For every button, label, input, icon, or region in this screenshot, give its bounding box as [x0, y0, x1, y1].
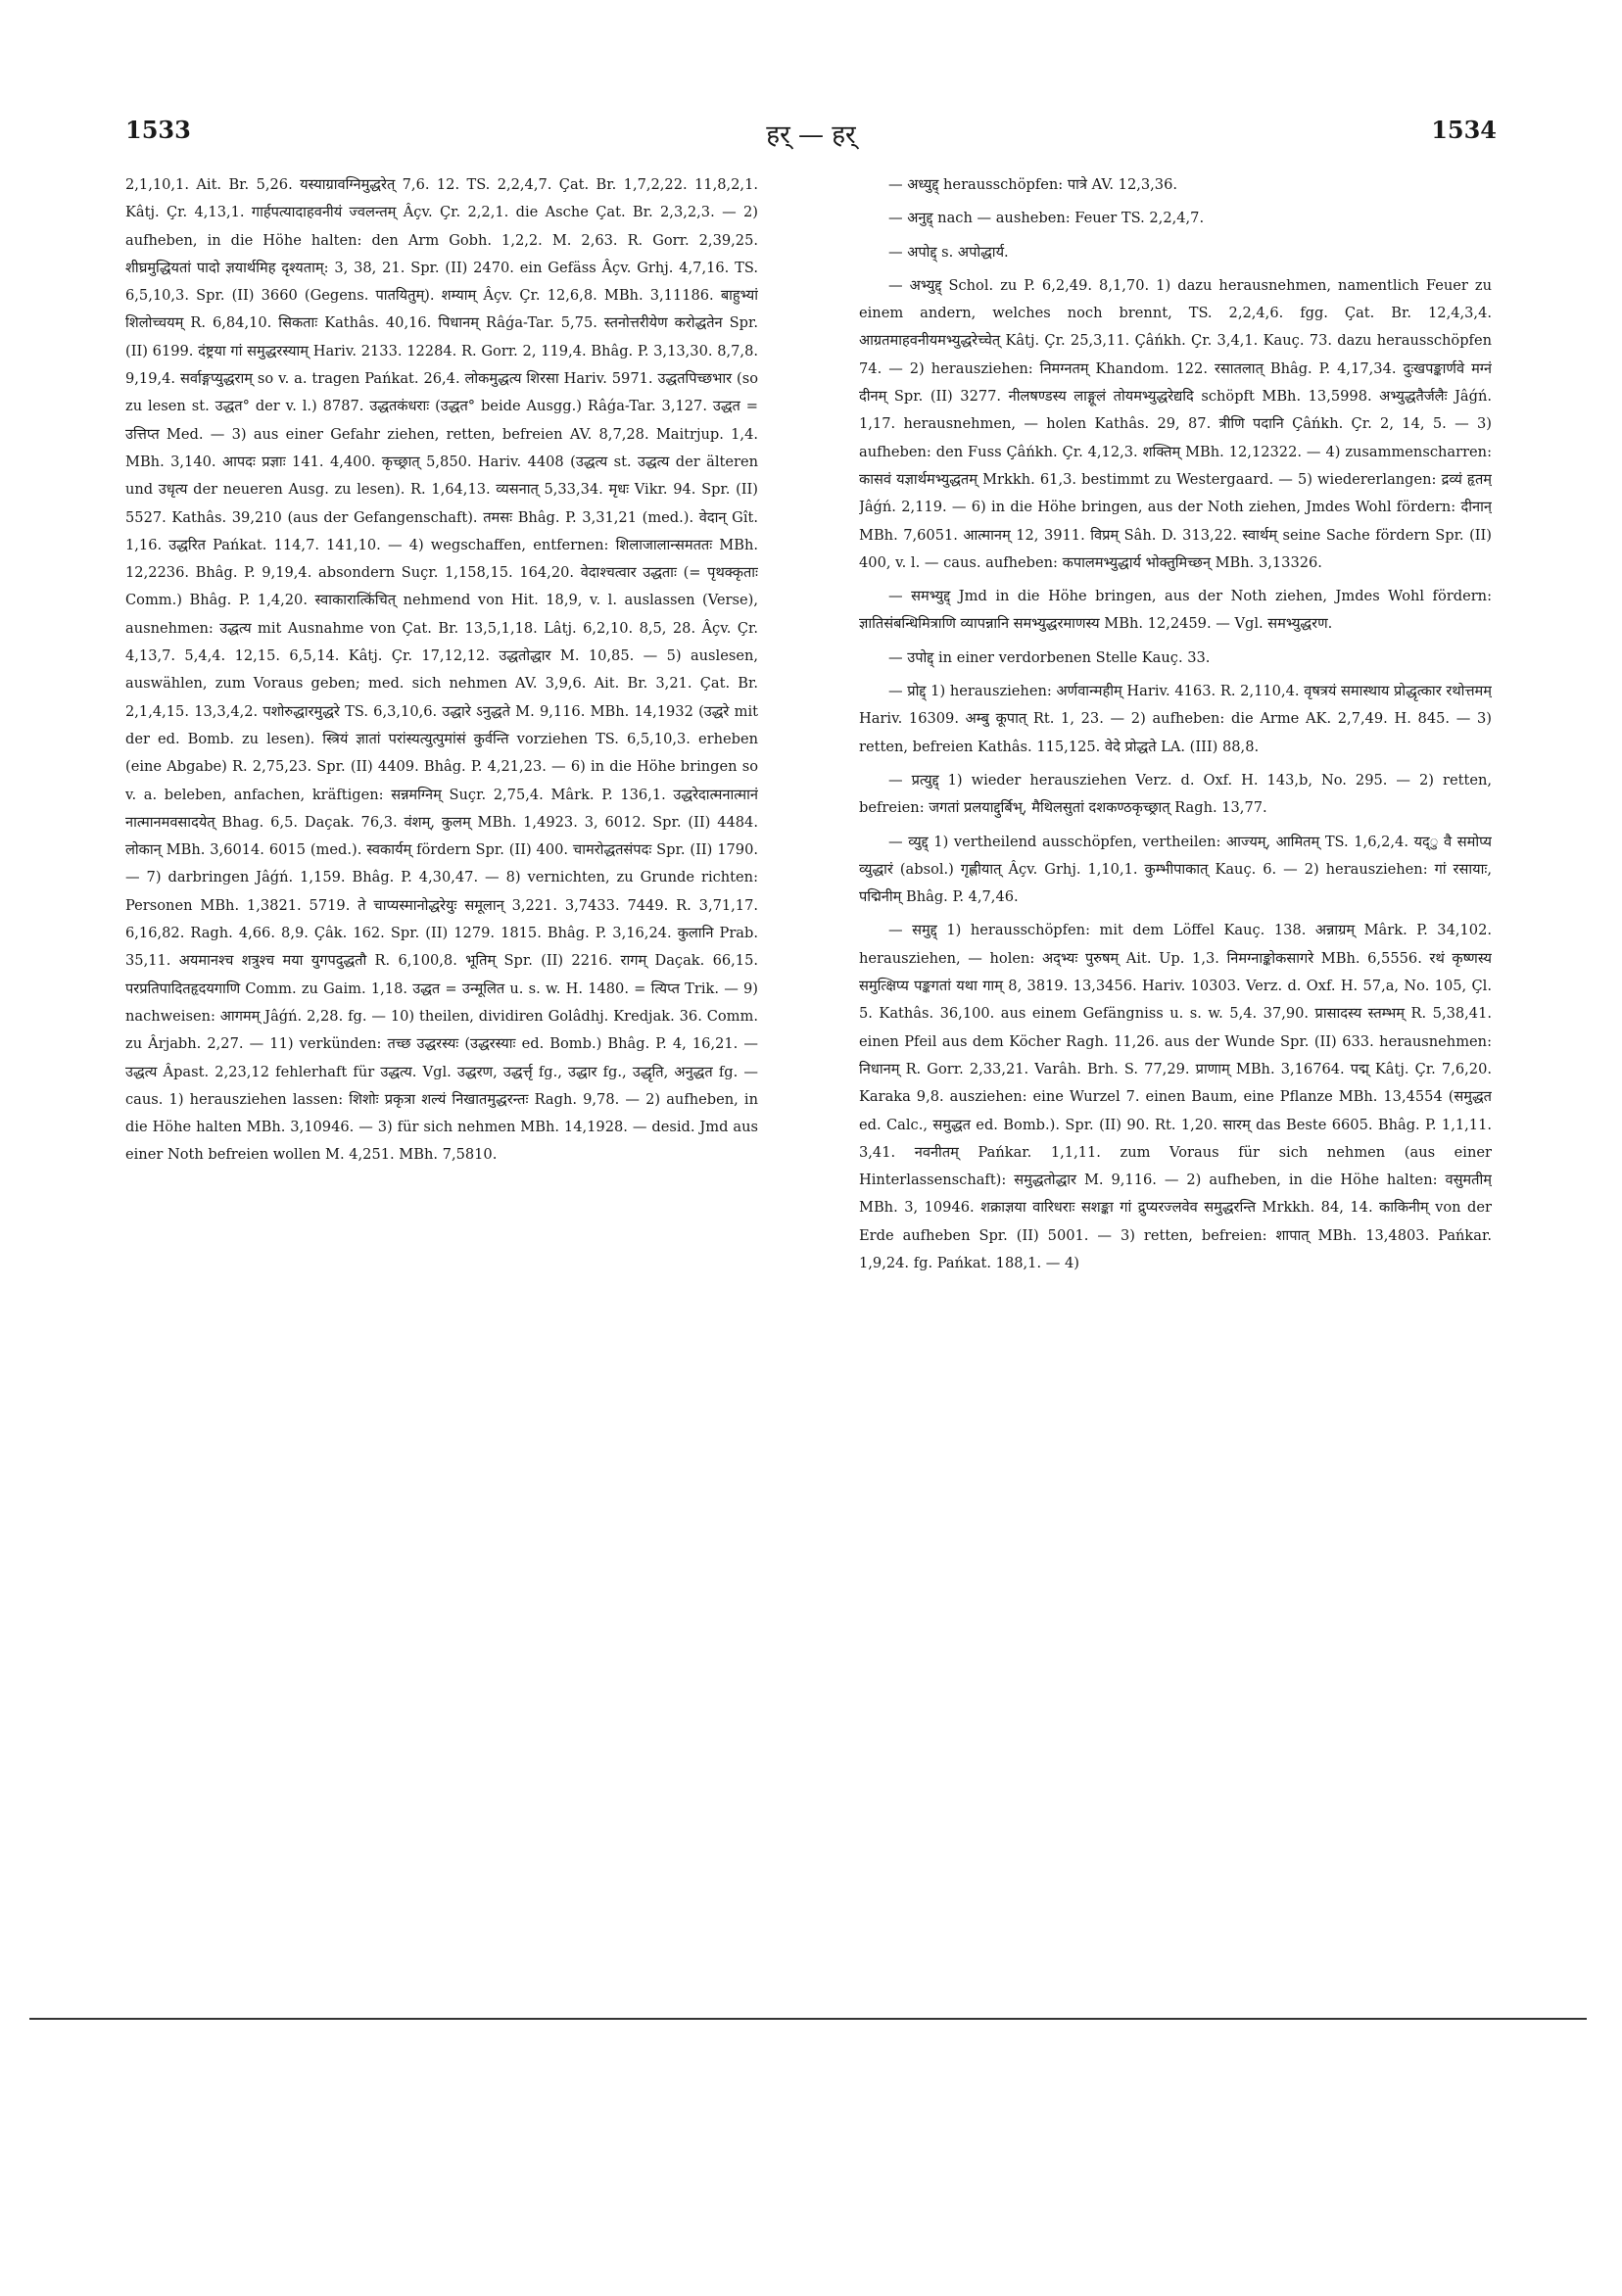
- entry-upoddhar: — उपोद्द् in einer verdorbenen Stelle Kauç. 33.: [888, 648, 1211, 666]
- entry-adhyuddhar: — अध्युद्द् herausschöpfen: पात्रे AV. 12,3,36.: [888, 176, 1178, 193]
- left-column-text: 2,1,10,1. Ait. Br. 5,26. यस्याग्रावग्निमुद्धरेत् 7,6. 12. TS. 2,2,4,7. Çat. Br. 1,7,2,22. 11,8,2,1. Kâtj. Çr. 4,13,1. गार्हपत्यादाहवनीयं ज्वलन्तम् Âçv. Çr. 2,2,1. die Asche Çat. Br. 2,3,2,3. — 2) aufheben, in die Höhe halten: den Arm Gobh. 1,2,2. M. 2,63. R. Gorr. 2,39,25. शीघ्रमुद्धियतां पादो ज्ञयार्थमिह दृश्यताम्: 3, 38, 21. Spr. (II) 2470. ein Gefäss Âçv. Grhj. 4,7,16. TS. 6,5,10,3. Spr. (II) 3660 (Gegens. पातयितुम्). शम्याम् Âçv. Çr. 12,6,8. MBh. 3,11186. बाहुभ्यां शिलोच्चयम् R. 6,84,10. सिकताः Kathâs. 40,16. पिधानम् Râǵa-Tar. 5,75. स्तनोत्तरीयेण करोद्धतेन Spr. (II) 6199. दंष्ट्रया गां समुद्धरस्याम् Hariv. 2133. 12284. R. Gorr. 2, 119,4. Bhâg. P. 3,13,30. 8,7,8. 9,19,4. सर्वाङ्गप्युद्धराम् so v. a. tragen Pańkat. 26,4. लोकमुद्धत्य शिरसा Hariv. 5971. उद्धतपिच्छभार (so zu lesen st. उद्धत° der v. l.) 8787. उद्धतकंधराः (उद्धत° beide Ausgg.) Râǵa-Tar. 3,127. उद्धत = उत्तिप्त Med. — 3) aus einer Gefahr ziehen, retten, befreien AV. 8,7,28. Maitrjup. 1,4. MBh. 3,140. आपदः प्रज्ञाः 141. 4,400. कृच्छ्रात् 5,850. Hariv. 4408 (उद्धत्य st. उद्धत्य der älteren und उधृत्य der neueren Ausg. zu lesen). R. 1,64,13. व्यसनात् 5,33,34. मृधः Vikr. 94. Spr. (II) 5527. Kathâs. 39,210 (aus der Gefangenschaft). तमसः Bhâg. P. 3,31,21 (med.). वेदान् Gît. 1,16. उद्धरित Pańkat. 114,7. 141,10. — 4) wegschaffen, entfernen: शिलाजालान्समततः MBh. 12,2236. Bhâg. P. 9,19,4. absondern Suçr. 1,158,15. 164,20. वेदाश्चत्वार उद्धताः (= पृथक्कृताः Comm.) Bhâg. P. 1,4,20. स्वाकारात्किंचित् nehmend von Hit. 18,9, v. l. auslassen (Verse), ausnehmen: उद्धत्य mit Ausnahme von Çat. Br. 13,5,1,18. Lâtj. 6,2,10. 8,5, 28. Âçv. Çr. 4,13,7. 5,4,4. 12,15. 6,5,14. Kâtj. Çr. 17,12,12. उद्धतोद्धार M. 10,85. — 5) auslesen, auswählen, zum Voraus geben; med. sich nehmen AV. 3,9,6. Ait. Br. 3,21. Çat. Br. 2,1,4,15. 13,3,4,2. पशोरुद्धारमुद्धरे TS. 6,3,10,6. उद्धारे ऽनुद्धते M. 9,116. MBh. 14,1932 (उद्धरे mit der ed. Bomb. zu lesen). स्त्रियं ज्ञातां परांस्यत्युत्पुमांसं कुर्वन्ति vorziehen TS. 6,5,10,3. erheben (eine Abgabe) R. 2,75,23. Spr. (II) 4409. Bhâg. P. 4,21,23. — 6) in die Höhe bringen so v. a. beleben, anfachen, kräftigen: सन्नमग्निम् Suçr. 2,75,4. Mârk. P. 136,1. उद्धरेदात्मनात्मानं नात्मानमवसादयेत् Bhag. 6,5. Daçak. 76,3. वंशम्, कुलम् MBh. 1,4923. 3, 6012. Spr. (II) 4484. लोकान् MBh. 3,6014. 6015 (med.). स्वकार्यम् fördern Spr. (II) 400. चामरोद्धतसंपदः Spr. (II) 1790. — 7) darbringen Jâǵń. 1,159. Bhâg. P. 4,30,47. — 8) vernichten, zu Grunde richten: Personen MBh. 1,3821. 5719. ते चाप्यस्मानोद्धरेयुः समूलान् 3,221. 3,7433. 7449. R. 3,71,17. 6,16,82. Ragh. 4,66. 8,9. Çâk. 162. Spr. (II) 1279. 1815. Bhâg. P. 3,16,24. कुलानि Prab. 35,11. अयमानश्च शत्रुश्च मया युगपदुद्धतौ R. 6,100,8. भूतिम् Spr. (II) 2216. रागम् Daçak. 66,15. परप्रतिपादितहृदयगाणि Comm. zu Gaim. 1,18. उद्धत = उन्मूलित u. s. w. H. 1480. = त्यिप्त Trik. — 9) nachweisen: आगमम् Jâǵń. 2,28. fg. — 10) theilen, dividiren Golâdhj. Kredjak. 36. Comm. zu Ârjabh. 2,27. — 11) verkünden: तच्छ उद्धरस्यः (उद्धरस्याः ed. Bomb.) Bhâg. P. 4, 16,21. — उद्धत्य Âpast. 2,23,12 fehlerhaft für उद्धत्य. Vgl. उद्धरण, उद्धर्त्तृ fg., उद्धार fg., उद्धृति, अनुद्धत fg. — caus. 1) herausziehen lassen: शिशोः प्रकृत्रा शल्यं निखातमुद्धरन्तः Ragh. 9,78. — 2) aufheben, in die Höhe halten MBh. 3,10946. — 3) für sich nehmen MBh. 14,1928. — desid. Jmd aus einer Noth befreien wollen M. 4,251. MBh. 7,5810.: [125, 176, 758, 1164]
- running-headword: हर् — हर्: [766, 120, 856, 150]
- page-header: [125, 116, 1497, 155]
- right-page-number: 1534: [1431, 116, 1497, 144]
- left-page-number: 1533: [125, 116, 191, 144]
- entry-samabhyuddhar: — समभ्युद्द् Jmd in die Höhe bringen, aus der Noth ziehen, Jmdes Wohl fördern: ज्ञातिसंबन्धिमित्राणि व्यापन्नानि समभ्युद्धरमाणस्य MBh. 12,2459. — Vgl. समभ्युद्धरण.: [859, 588, 1492, 633]
- right-column: [859, 171, 1492, 2003]
- entry-apoddhar: — अपोद्द् s. अपोद्धार्य.: [888, 243, 1009, 261]
- left-column: [125, 171, 758, 2003]
- entry-abhyuddhar: — अभ्युद्द् Schol. zu P. 6,2,49. 8,1,70. 1) dazu herausnehmen, namentlich Feuer zu einem andern, welches noch brennt, TS. 2,2,4,6. fgg. Çat. Br. 12,4,3,4. आग्रतमाहवनीयमभ्युद्धरेच्चेत् Kâtj. Çr. 25,3,11. Çâńkh. Çr. 3,4,1. Kauç. 73. dazu herausschöpfen 74. — 2) herausziehen: निमग्नतम् Khandom. 122. रसातलात् Bhâg. P. 4,17,34. दुःखपङ्कार्णवे मग्नं दीनम् Spr. (II) 3277. नीलषण्डस्य लाङ्गूलं तोयमभ्युद्धरेद्यदि schöpft MBh. 13,5998. अभ्युद्धतैर्जलैः Jâǵń. 1,17. herausnehmen, — holen Kathâs. 29, 87. त्रीणि पदानि Çâńkh. Çr. 2, 14, 5. — 3) aufheben: den Fuss Çâńkh. Çr. 4,12,3. शक्तिम् MBh. 12,12322. — 4) zusammenscharren: कासवं यज्ञार्थमभ्युद्धतम् Mrkkh. 61,3. bestimmt zu Westergaard. — 5) wiedererlangen: द्रव्यं हृतम् Jâǵń. 2,119. — 6) in die Höhe bringen, aus der Noth ziehen, Jmdes Wohl fördern: दीनान् MBh. 7,6051. आत्मानम् 12, 3911. विप्रम् Sâh. D. 313,22. स्वार्थम् seine Sache fördern Spr. (II) 400, v. l. — caus. aufheben: कपालमभ्युद्धार्य भोक्तुमिच्छन् MBh. 3,13326.: [859, 276, 1492, 571]
- entry-samuddhar: — समुद्द् 1) herausschöpfen: mit dem Löffel Kauç. 138. अन्नाग्रम् Mârk. P. 34,102. herausziehen, — holen: अद्भ्यः पुरुषम् Ait. Up. 1,3. निमग्नाङ्कोकसागरे MBh. 6,5556. रथं कृष्णस्य समुत्क्षिप्य पङ्कगतां यथा गाम् 8, 3819. 13,3456. Hariv. 10303. Verz. d. Oxf. H. 57,a, No. 105, Çl. 5. Kathâs. 36,100. aus einem Gefängniss u. s. w. 5,4. 37,90. प्रासादस्य स्तम्भम् R. 5,38,41. einen Pfeil aus dem Köcher Ragh. 11,26. aus der Wunde Spr. (II) 633. herausnehmen: निधानम् R. Gorr. 2,33,21. Varâh. Brh. S. 77,29. प्राणाम् MBh. 3,16764. पद्म् Kâtj. Çr. 7,6,20. Karaka 9,8. ausziehen: eine Wurzel 7. einen Baum, eine Pflanze MBh. 13,4554 (समुद्धत ed. Calc., समुद्धत ed. Bomb.). Spr. (II) 90. Rt. 1,20. सारम् das Beste 6605. Bhâg. P. 1,1,11. 3,41. नवनीतम् Pańkar. 1,1,11. zum Voraus für sich nehmen (aus einer Hinterlassenschaft): समुद्धतोद्धार M. 9,116. — 2) aufheben, in die Höhe halten: वसुमतीम् MBh. 3, 10946. शक्राज्ञया वारिधराः सशङ्का गां द्रुप्यरज्लवेव समुद्धरन्ति Mrkkh. 84, 14. काकिनीम् von der Erde aufheben Spr. (II) 5001. — 3) retten, befreien: शापात् MBh. 13,4803. Pańkar. 1,9,24. fg. Pańkat. 188,1. — 4): [859, 922, 1492, 1271]
- entry-proddhar: — प्रोद्द् 1) herausziehen: अर्णवान्महीम् Hariv. 4163. R. 2,110,4. वृषत्रयं समास्थाय प्रोद्धृत्कार रथोत्तमम् Hariv. 16309. अम्बु कूपात् Rt. 1, 23. — 2) aufheben: die Arme AK. 2,7,49. H. 845. — 3) retten, befreien Kathâs. 115,125. वेदे प्रोद्धते LA. (III) 88,8.: [859, 683, 1492, 755]
- entry-vyuddhar: — व्युद्द् 1) vertheilend ausschöpfen, vertheilen: आज्यम्, आमितम् TS. 1,6,2,4. यद्ु वै समोप्य व्युद्धारं (absol.) गृह्णीयात् Âçv. Grhj. 1,10,1. कुम्भीपाकात् Kauç. 6. — 2) herausziehen: गां रसायाः, पद्मिनीम् Bhâg. P. 4,7,46.: [859, 833, 1492, 906]
- bottom-rule: [29, 2018, 1587, 2020]
- entry-anuddhar: — अनुद्द् nach — ausheben: Feuer TS. 2,2,4,7.: [888, 210, 1205, 227]
- entry-pratyuddhar: — प्रत्युद्द् 1) wieder herausziehen Verz. d. Oxf. H. 143,b, No. 295. — 2) retten, befreien: जगतां प्रलयाद्दुर्बिभ्, मैथिलसुतां दशकण्ठकृच्छ्रात् Ragh. 13,77.: [859, 771, 1492, 817]
